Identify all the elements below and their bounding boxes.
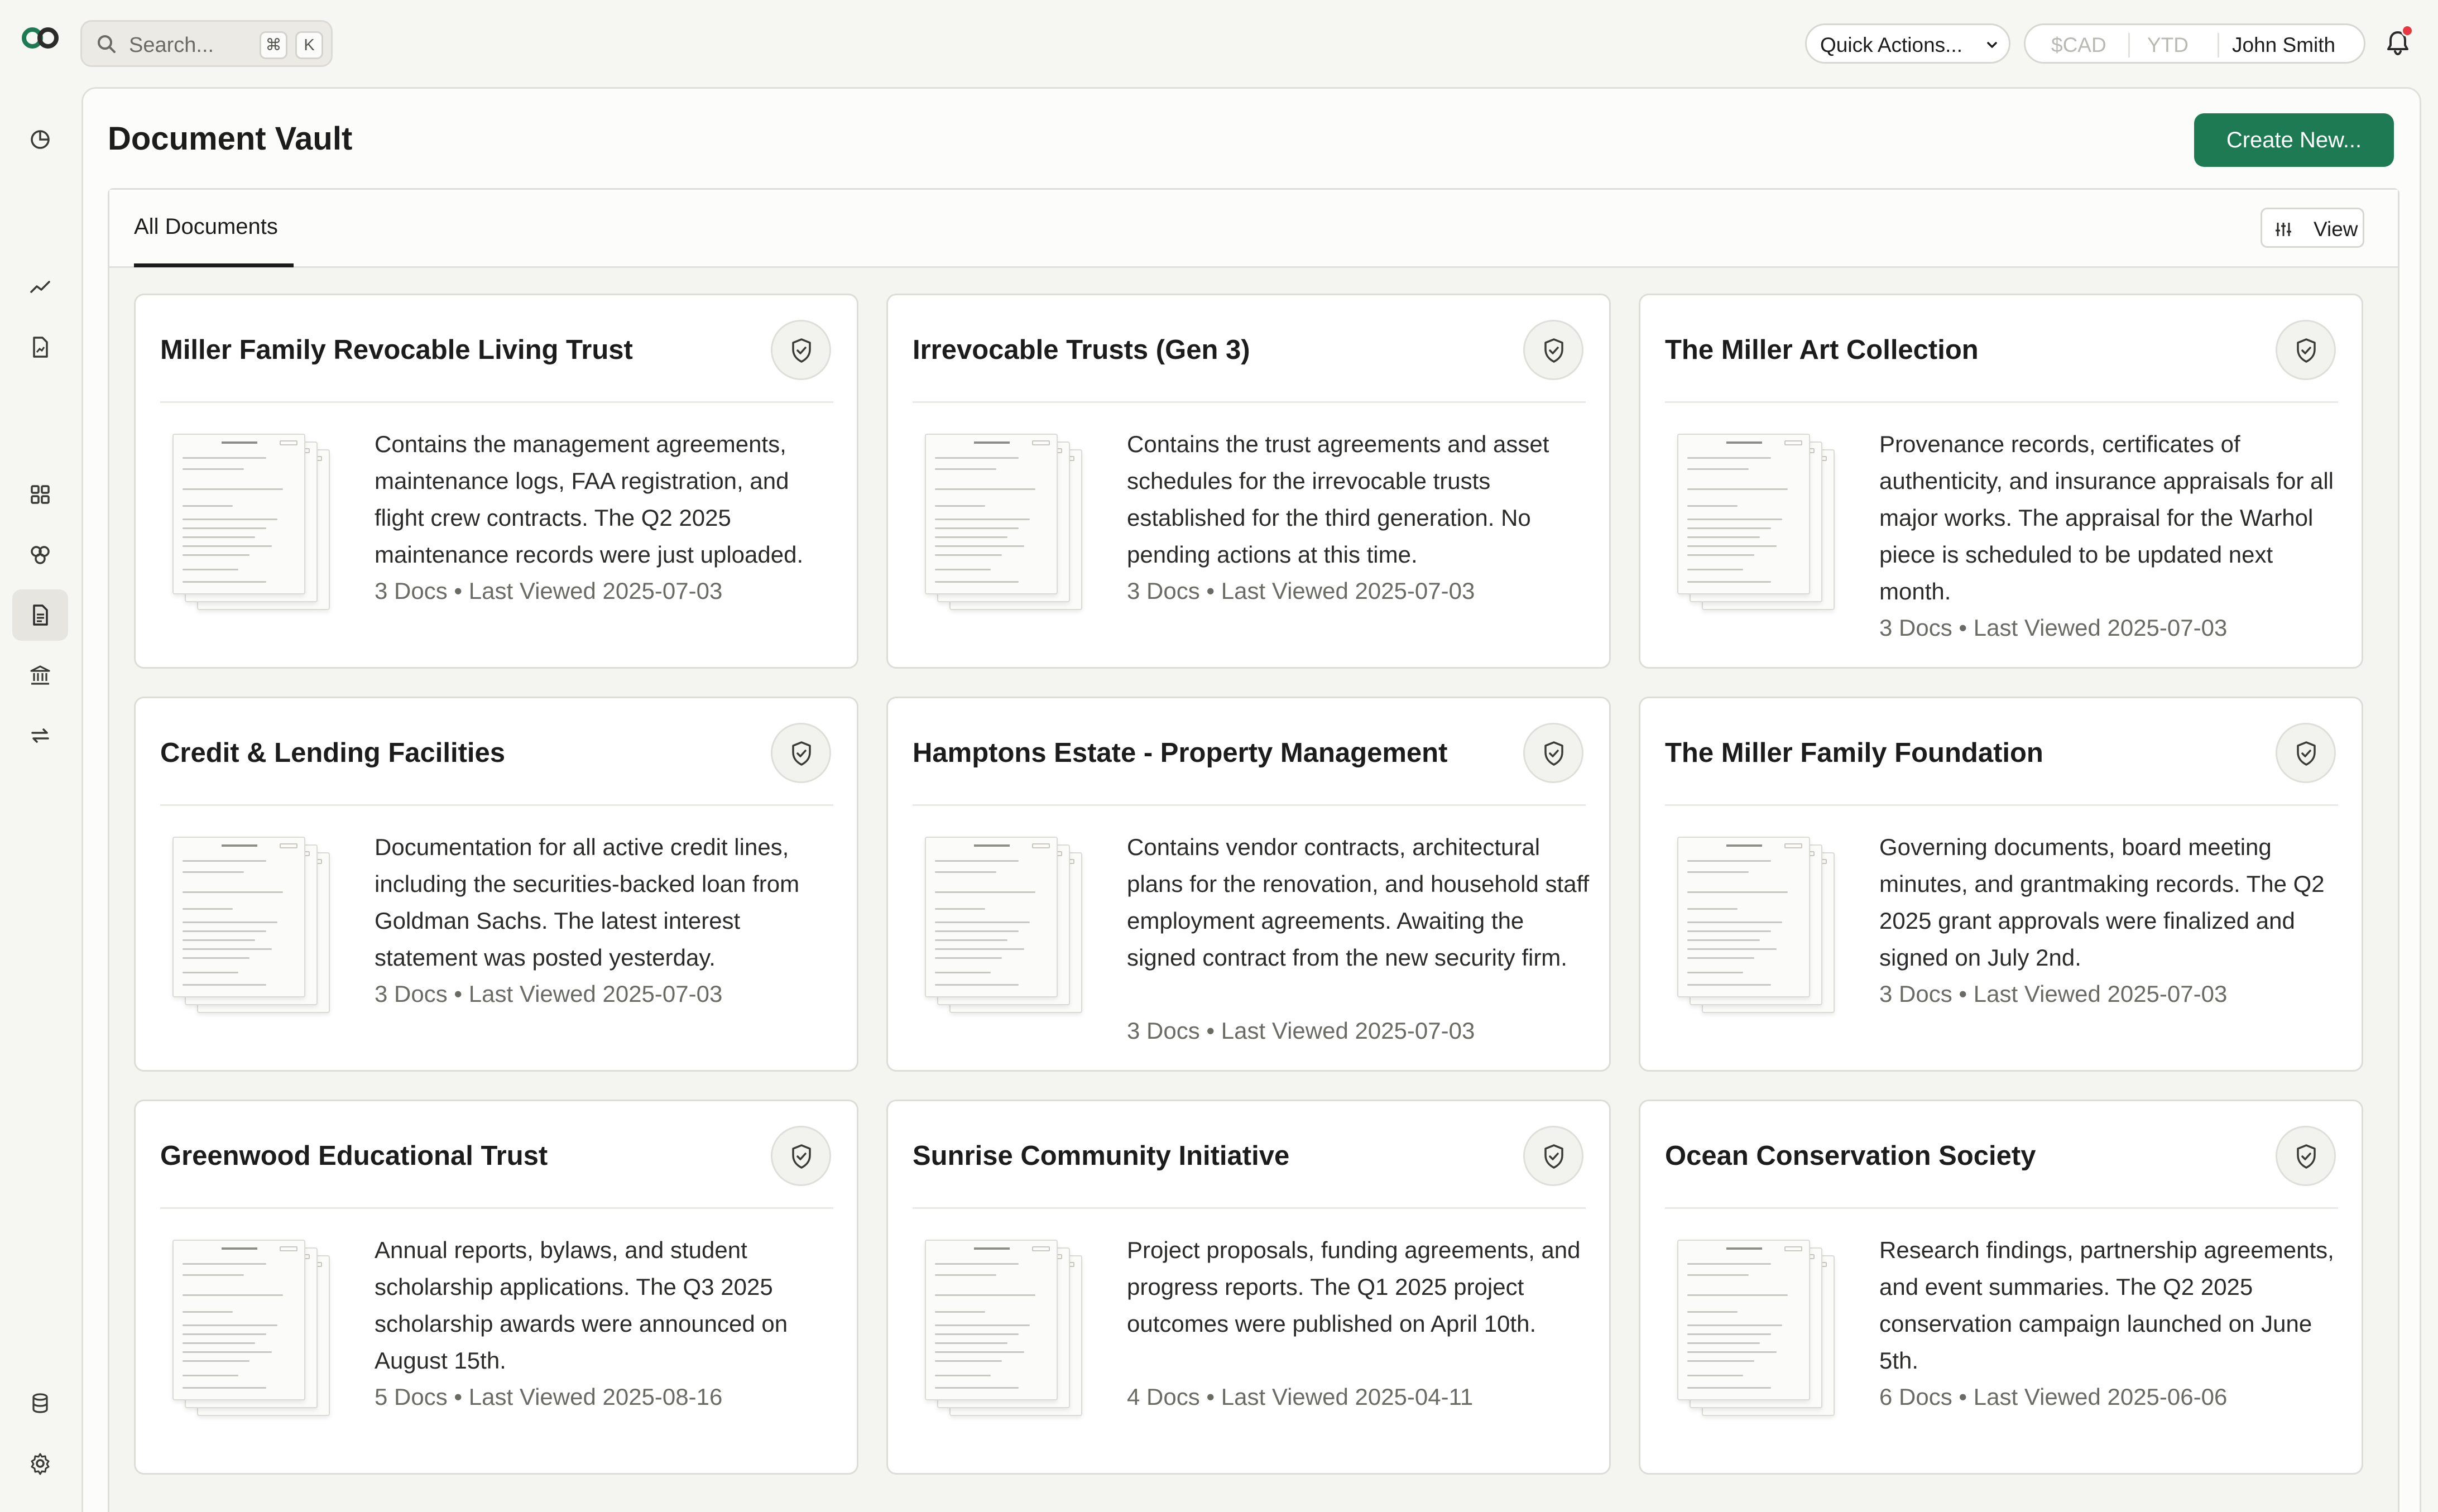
security-shield-button[interactable] xyxy=(771,320,831,380)
security-shield-button[interactable] xyxy=(1523,320,1583,380)
account-switcher[interactable] xyxy=(2024,23,2365,64)
card-description: Annual reports, bylaws, and student scholarship applications. The Q3 2025 scholarship awards were announced on August 15th. xyxy=(375,1237,788,1374)
card-description: Contains the trust agreements and asset schedules for the irrevocable trusts established for the third generation. No pending actions at this time. xyxy=(1127,431,1549,568)
sidebar-item-reports[interactable] xyxy=(12,321,68,373)
shield-check-icon xyxy=(789,1143,814,1170)
divider xyxy=(913,401,1586,403)
card-meta: 4 Docs • Last Viewed 2025-04-11 xyxy=(1127,1384,1474,1410)
document-folder-card[interactable] xyxy=(886,294,1611,669)
divider xyxy=(913,804,1586,806)
document-preview-page xyxy=(1677,434,1810,594)
divider xyxy=(913,1207,1586,1209)
card-title[interactable]: Hamptons Estate - Property Management xyxy=(913,738,1448,768)
view-label: View xyxy=(2314,218,2358,241)
security-shield-button[interactable] xyxy=(1523,723,1583,783)
divider xyxy=(2218,33,2219,57)
document-folder-card[interactable] xyxy=(1639,294,2363,669)
divider xyxy=(1665,1207,2338,1209)
search-placeholder: Search... xyxy=(129,33,214,57)
card-meta: 6 Docs • Last Viewed 2025-06-06 xyxy=(1879,1384,2228,1410)
create-new-button[interactable]: Create New... xyxy=(2194,113,2394,167)
document-stack-thumbnail[interactable] xyxy=(925,837,1098,1013)
card-title[interactable]: Irrevocable Trusts (Gen 3) xyxy=(913,335,1250,365)
shield-check-icon xyxy=(2294,1143,2319,1170)
document-stack-thumbnail[interactable] xyxy=(925,1240,1098,1416)
document-folder-card[interactable] xyxy=(1639,697,2363,1072)
document-stack-thumbnail[interactable] xyxy=(172,837,345,1013)
shield-check-icon xyxy=(1542,337,1566,364)
shield-check-icon xyxy=(2294,740,2319,767)
currency-selector[interactable]: $CAD xyxy=(2051,33,2106,56)
card-title[interactable]: Credit & Lending Facilities xyxy=(160,738,506,768)
page-title: Document Vault xyxy=(108,121,353,157)
circles-icon xyxy=(28,543,52,567)
card-description: Contains vendor contracts, architectural plans for the renovation, and household staff employment agreements. Awaiting the signed contract from the new security firm. xyxy=(1127,834,1590,971)
card-meta: 3 Docs • Last Viewed 2025-07-03 xyxy=(375,981,723,1007)
card-meta: 3 Docs • Last Viewed 2025-07-03 xyxy=(1879,615,2228,641)
security-shield-button[interactable] xyxy=(771,1126,831,1186)
sidebar-item-settings[interactable] xyxy=(12,1438,68,1489)
document-folder-card[interactable] xyxy=(886,697,1611,1072)
sidebar-item-transfers[interactable] xyxy=(12,710,68,761)
shortcut-command-key: ⌘ xyxy=(260,31,287,59)
search-box[interactable] xyxy=(80,20,333,67)
chevron-down-icon xyxy=(1984,37,2000,53)
sidebar-item-performance[interactable] xyxy=(12,261,68,313)
card-description: Research findings, partnership agreements, and event summaries. The Q2 2025 conservation campaign launched on June 5th. xyxy=(1879,1237,2334,1374)
document-folder-card[interactable] xyxy=(134,294,858,669)
card-title[interactable]: Miller Family Revocable Living Trust xyxy=(160,335,633,365)
card-title[interactable]: The Miller Family Foundation xyxy=(1665,738,2043,768)
pie-chart-icon xyxy=(28,128,52,151)
document-stack-thumbnail[interactable] xyxy=(172,1240,345,1416)
documents-panel xyxy=(108,188,2399,1512)
card-title[interactable]: Ocean Conservation Society xyxy=(1665,1141,2036,1171)
sidebar-item-documents[interactable] xyxy=(12,589,68,641)
period-selector[interactable]: YTD xyxy=(2147,33,2189,56)
sidebar xyxy=(0,84,80,1512)
shield-check-icon xyxy=(789,740,814,767)
grid-icon xyxy=(28,483,52,506)
card-meta: 3 Docs • Last Viewed 2025-07-03 xyxy=(375,578,723,604)
card-meta: 3 Docs • Last Viewed 2025-07-03 xyxy=(1879,981,2228,1007)
divider xyxy=(2128,33,2130,57)
search-icon xyxy=(95,33,118,55)
divider xyxy=(1665,401,2338,403)
quick-actions-dropdown[interactable] xyxy=(1805,23,2010,64)
security-shield-button[interactable] xyxy=(771,723,831,783)
document-stack-thumbnail[interactable] xyxy=(1677,1240,1850,1416)
sliders-icon xyxy=(2274,220,2292,238)
card-description: Provenance records, certificates of authenticity, and insurance appraisals for all major works. The appraisal for the Warhol piece is scheduled to be updated next month. xyxy=(1879,431,2334,604)
security-shield-button[interactable] xyxy=(1523,1126,1583,1186)
notification-badge xyxy=(2401,25,2413,37)
card-meta: 3 Docs • Last Viewed 2025-07-03 xyxy=(1127,1017,1475,1044)
security-shield-button[interactable] xyxy=(2276,320,2336,380)
app-logo-icon[interactable] xyxy=(20,26,60,50)
document-folder-card[interactable] xyxy=(1639,1100,2363,1475)
view-options-button[interactable] xyxy=(2261,208,2364,248)
document-preview-page xyxy=(172,434,305,594)
main-panel xyxy=(81,87,2421,1512)
shield-check-icon xyxy=(789,337,814,364)
card-meta: 3 Docs • Last Viewed 2025-07-03 xyxy=(1127,578,1475,604)
top-bar xyxy=(0,0,2438,84)
card-title[interactable]: Sunrise Community Initiative xyxy=(913,1141,1290,1171)
bank-icon xyxy=(28,664,52,687)
document-stack-thumbnail[interactable] xyxy=(925,434,1098,610)
user-name[interactable]: John Smith xyxy=(2232,33,2336,56)
card-title[interactable]: The Miller Art Collection xyxy=(1665,335,1979,365)
document-preview-page xyxy=(925,837,1058,997)
document-stack-thumbnail[interactable] xyxy=(172,434,345,610)
document-preview-page xyxy=(1677,1240,1810,1400)
shield-check-icon xyxy=(1542,1143,1566,1170)
sidebar-item-entities[interactable] xyxy=(12,529,68,580)
divider xyxy=(160,1207,833,1209)
document-preview-page xyxy=(925,434,1058,594)
sidebar-item-data[interactable] xyxy=(12,1377,68,1429)
document-stack-thumbnail[interactable] xyxy=(1677,837,1850,1013)
gear-icon xyxy=(28,1452,52,1475)
card-title[interactable]: Greenwood Educational Trust xyxy=(160,1141,548,1171)
shield-check-icon xyxy=(2294,337,2319,364)
card-description: Documentation for all active credit lines, including the securities-backed loan from Goldman Sachs. The latest interest statement was posted yesterday. xyxy=(375,834,800,971)
arrows-swap-icon xyxy=(28,724,52,747)
card-description: Project proposals, funding agreements, and progress reports. The Q1 2025 project outcomes were published on April 10th. xyxy=(1127,1237,1581,1337)
document-stack-thumbnail[interactable] xyxy=(1677,434,1850,610)
document-preview-page xyxy=(1677,837,1810,997)
document-preview-page xyxy=(172,837,305,997)
card-description: Governing documents, board meeting minutes, and grantmaking records. The Q2 2025 grant approvals were finalized and signed on July 2nd. xyxy=(1879,834,2325,971)
security-shield-button[interactable] xyxy=(2276,723,2336,783)
sidebar-item-banking[interactable] xyxy=(12,650,68,701)
file-chart-icon xyxy=(28,335,52,359)
document-preview-page xyxy=(172,1240,305,1400)
document-preview-page xyxy=(925,1240,1058,1400)
sidebar-item-dashboard[interactable] xyxy=(12,114,68,165)
document-folder-card[interactable] xyxy=(134,697,858,1072)
quick-actions-label: Quick Actions... xyxy=(1820,33,1962,56)
database-icon xyxy=(28,1391,52,1415)
card-meta: 5 Docs • Last Viewed 2025-08-16 xyxy=(375,1384,723,1410)
security-shield-button[interactable] xyxy=(2276,1126,2336,1186)
document-folder-card[interactable] xyxy=(886,1100,1611,1475)
card-description: Contains the management agreements, maintenance logs, FAA registration, and flight crew contracts. The Q2 2025 maintenance records were just uploaded. xyxy=(375,431,804,568)
tab-all-documents[interactable]: All Documents xyxy=(134,214,278,239)
divider xyxy=(1665,804,2338,806)
sidebar-item-holdings[interactable] xyxy=(12,469,68,520)
tab-bar xyxy=(109,190,2398,268)
divider xyxy=(160,401,833,403)
divider xyxy=(160,804,833,806)
active-tab-indicator xyxy=(134,263,294,267)
document-icon xyxy=(28,603,52,627)
document-folder-card[interactable] xyxy=(134,1100,858,1475)
trend-line-icon xyxy=(28,275,52,299)
shortcut-k-key: K xyxy=(295,31,323,59)
shield-check-icon xyxy=(1542,740,1566,767)
